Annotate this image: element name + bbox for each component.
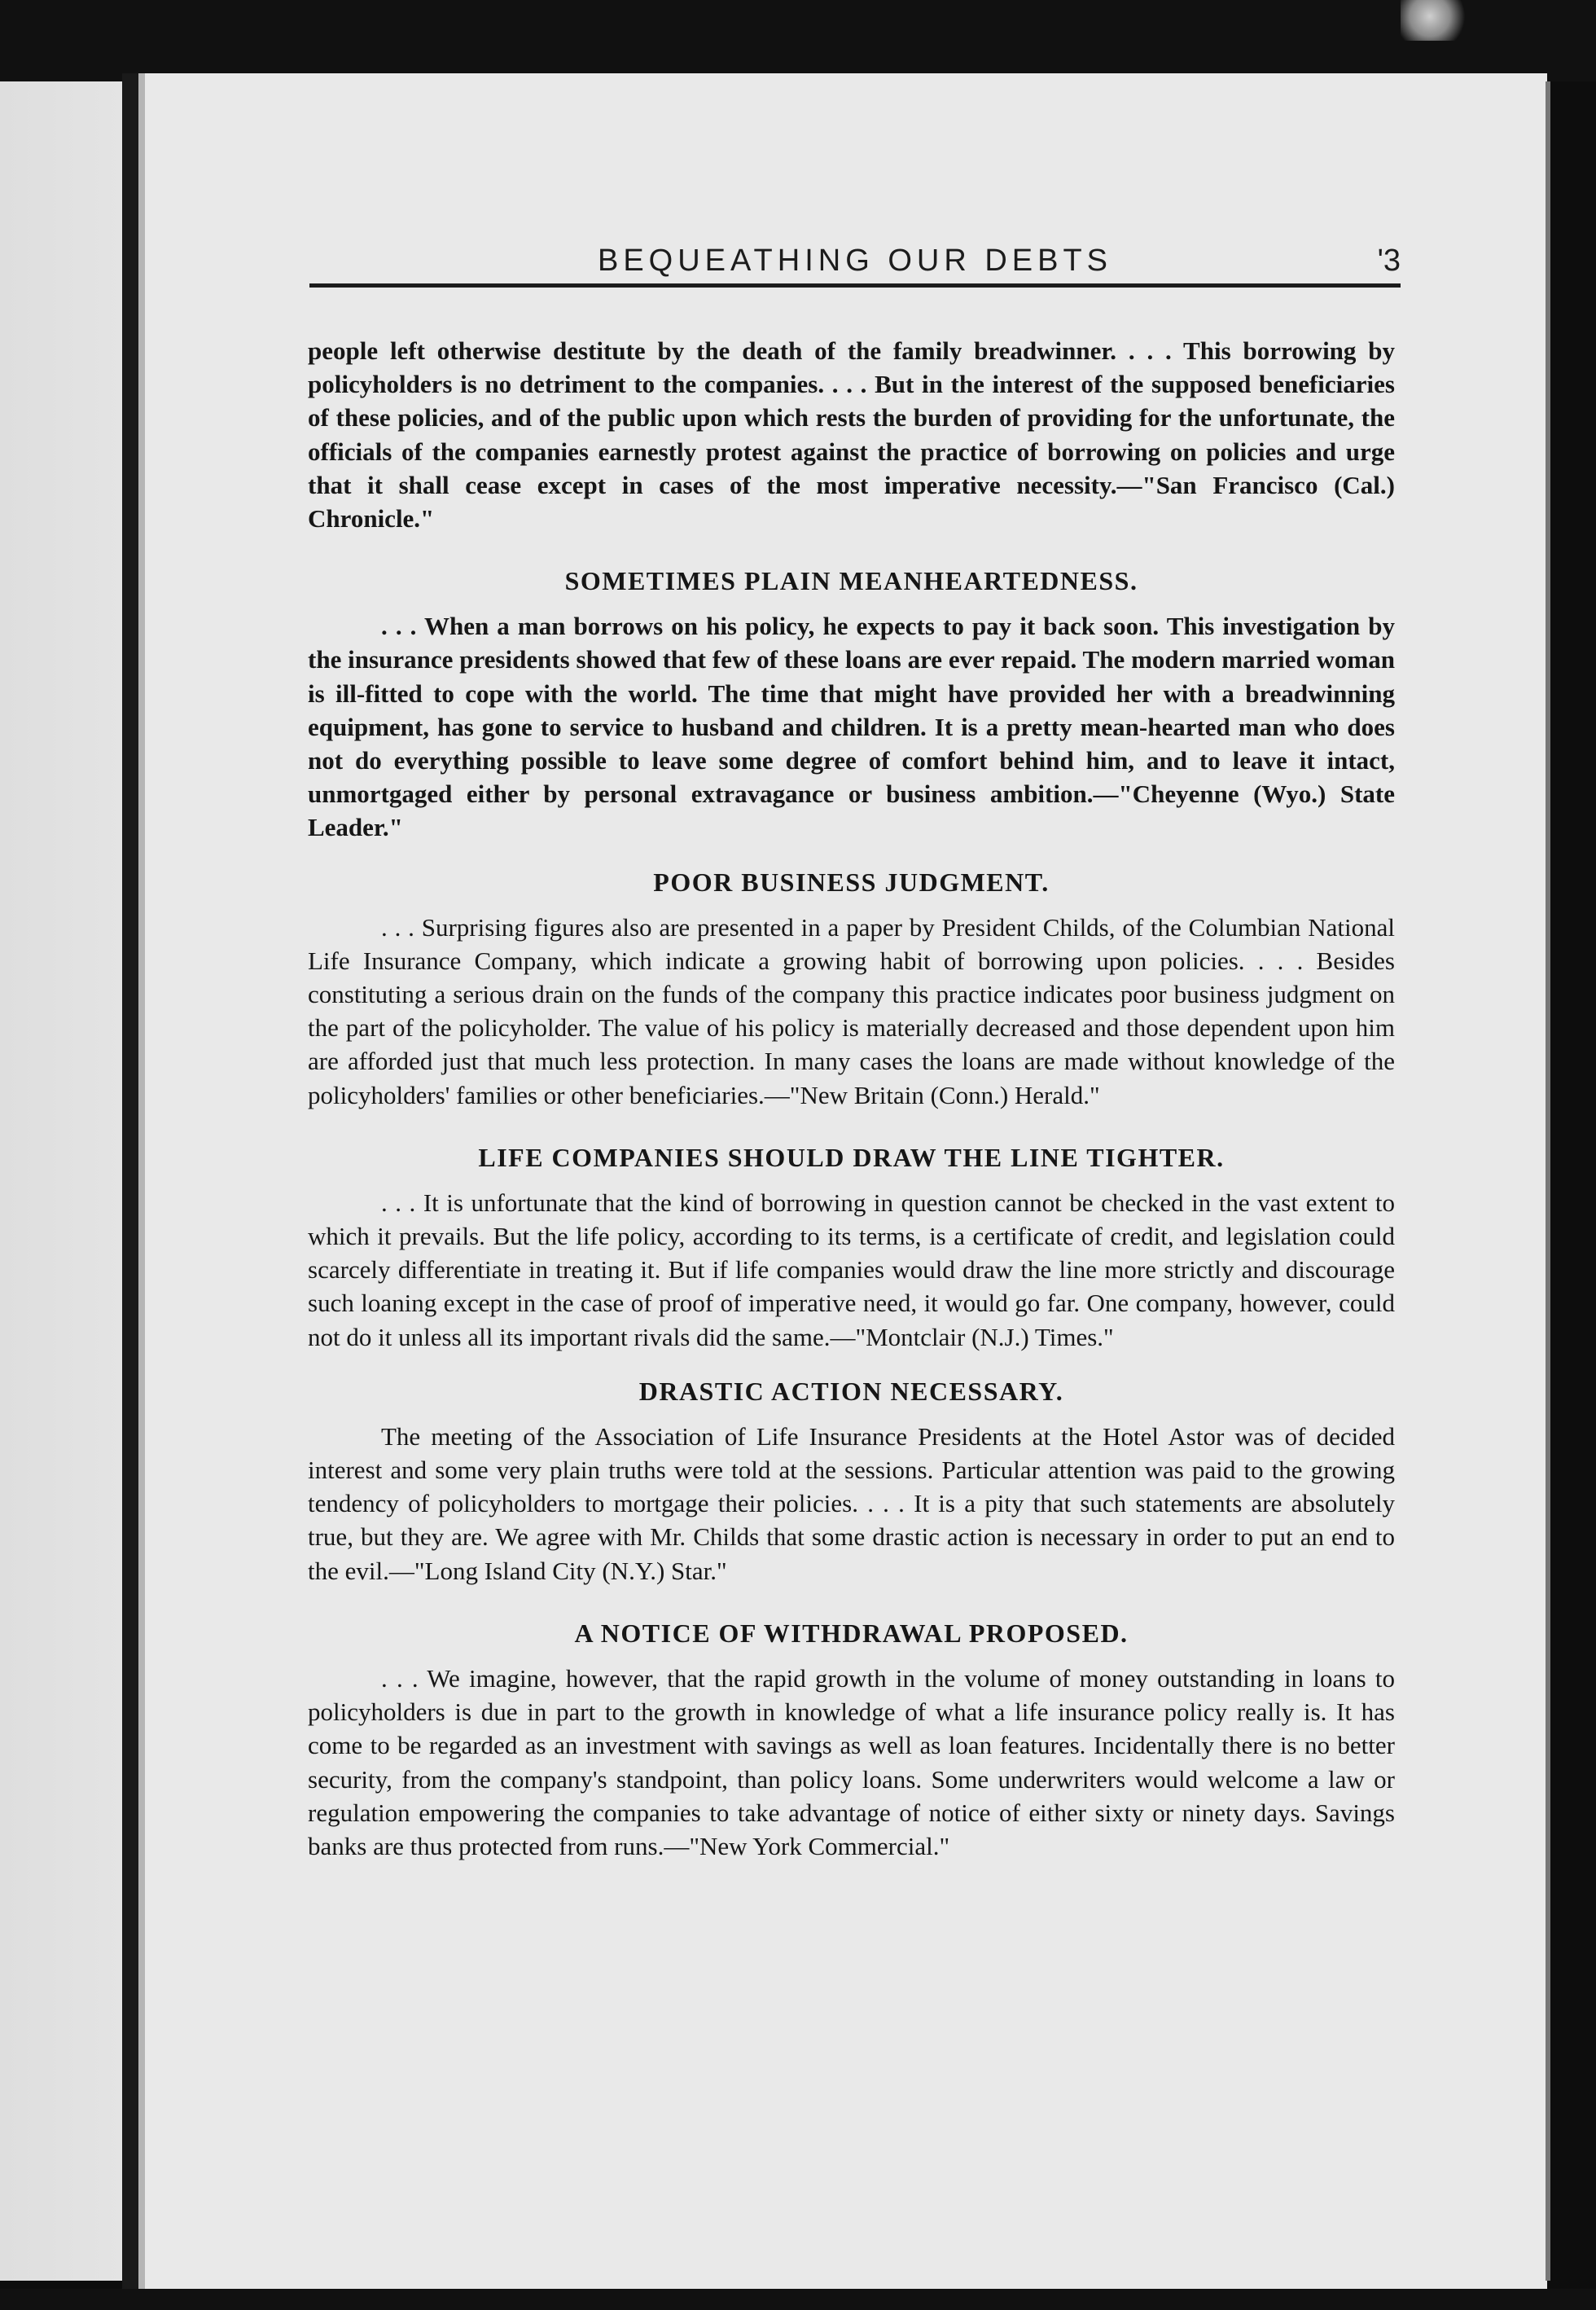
section-paragraph: The meeting of the Association of Life Insurance Presidents at the Hotel Astor was of decided interest and some very plain truths were told at the sessions. Particular attention was paid to the growing tendency of policyholders to mortgage their policies. . . . It is a pity that such statements are absolutely true, but they are. We agree with Mr. Childs that some drastic action is necessary in order to put an end to the evil.—"Long Island City (N.Y.) Star." xyxy=(308,1421,1395,1585)
page-header xyxy=(309,236,1401,285)
section-heading: SOMETIMES PLAIN MEANHEARTEDNESS. xyxy=(564,566,1138,596)
binding-edge-shadow xyxy=(138,73,145,2289)
section-heading: POOR BUSINESS JUDGMENT. xyxy=(653,867,1050,897)
section-paragraph: . . . When a man borrows on his policy, he expects to pay it back soon. This investigation by the insurance presidents showed that few of these loans are ever repaid. The modern married woman is ill-fitted to cope with the world. The time that might have provided her with a breadwinning equipment, has gone to service to husband and children. It is a pretty mean-hearted man who does not do everything possible to leave some degree of comfort behind him, and to leave it intact, unmortgaged either by personal extravagance or business ambition.—"Cheyenne (Wyo.) State Leader." xyxy=(308,612,1395,842)
header-rule xyxy=(309,283,1401,288)
article-body xyxy=(308,334,1395,1863)
section-heading: A NOTICE OF WITHDRAWAL PROPOSED. xyxy=(574,1618,1129,1648)
section-paragraph: . . . Surprising figures also are presented in a paper by President Childs, of the Columbian National Life Insurance Company, which indicate a growing habit of borrowing upon policies. . . . Besides constituting a serious drain on the funds of the company this practice indicates poor business judgment on the part of the policyholder. The value of his policy is materially decreased and those dependent upon him are afforded just that much less protection. In many cases the loans are made without knowledge of the policyholders' families or other beneficiaries.—"New Britain (Conn.) Herald." xyxy=(308,912,1395,1109)
running-title: BEQUEATHING OUR DEBTS xyxy=(597,244,1113,278)
scan-top-border xyxy=(0,0,1596,81)
section-heading: DRASTIC ACTION NECESSARY. xyxy=(638,1376,1064,1406)
scan-bottom-border xyxy=(0,2289,1596,2310)
scan-corner-mark xyxy=(1401,0,1474,41)
section-paragraph: . . . It is unfortunate that the kind of borrowing in question cannot be checked in the vast extent to which it prevails. But the life policy, according to its terms, is a certificate of credit, and legislation could scarcely differentiate in treating it. But if life companies would draw the line more strictly and discourage such loaning except in the case of proof of imperative need, it would go far. One company, however, could not do it unless all its important rivals did the same.—"Montclair (N.J.) Times." xyxy=(308,1188,1395,1351)
section-paragraph: . . . We imagine, however, that the rapid growth in the volume of money outstanding in loans to policyholders is due in part to the growth in knowledge of what a life insurance policy really is. It has come to be regarded as an investment with savings as well as loan features. Incidentally there is no better security, from the company's standpoint, than policy loans. Some underwriters would welcome a law or regulation empowering the companies to take advantage of notice of either sixty or ninety days. Savings banks are thus protected from runs.—"New York Commercial." xyxy=(308,1663,1395,1860)
page-right-edge xyxy=(1546,81,1550,2281)
page-number: '3 xyxy=(1377,244,1401,278)
binding-edge xyxy=(122,73,138,2289)
section-heading: LIFE COMPANIES SHOULD DRAW THE LINE TIGHTER. xyxy=(478,1142,1225,1172)
scan-left-margin xyxy=(0,81,126,2281)
intro-paragraph: people left otherwise destitute by the death of the family breadwinner. . . . This borrowing by policyholders is no detriment to the companies. . . . But in the interest of the supposed beneficiaries of these policies, and of the public upon which rests the burden of providing for the unfortunate, the officials of the companies earnestly protest against the practice of borrowing on policies and urge that it shall cease except in cases of the most imperative necessity.—"San Francisco (Cal.) Chronicle." xyxy=(308,336,1395,534)
